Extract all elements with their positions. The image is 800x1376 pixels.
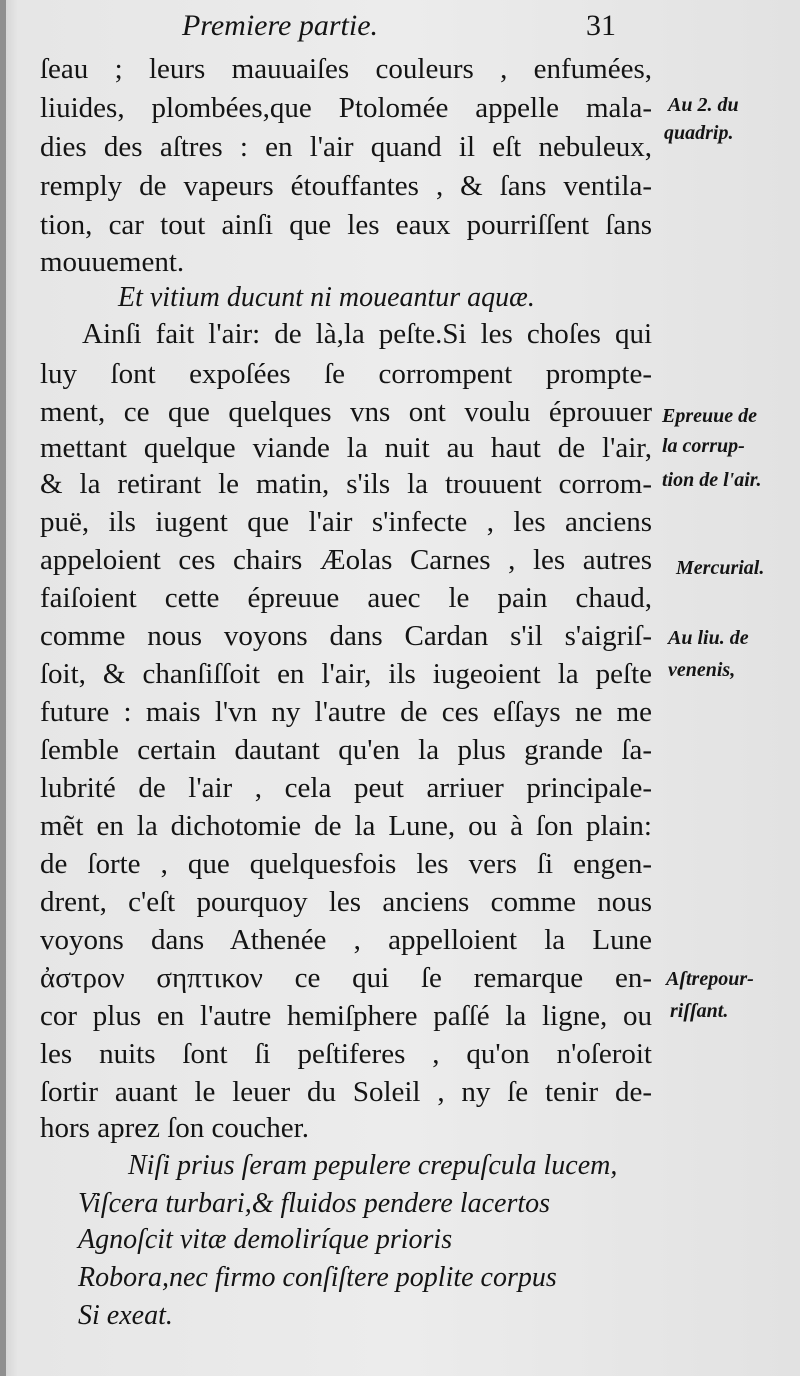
body-line: faiſoient cette épreuue auec le pain chaud, — [40, 582, 652, 614]
body-line: mẽt en la dichotomie de la Lune, ou à ſon plain: — [40, 810, 652, 842]
body-line: mouuement. — [40, 246, 185, 278]
body-line: drent, c'eſt pourquoy les anciens comme nous — [40, 886, 652, 918]
body-line: voyons dans Athenée , appelloient la Lune — [40, 924, 652, 956]
running-header-title: Premiere partie. — [181, 9, 379, 42]
body-line: ſortir auant le leuer du Soleil , ny ſe tenir de- — [40, 1076, 652, 1108]
body-line: comme nous voyons dans Cardan s'il s'aigriſ- — [40, 620, 652, 652]
margin-note: Au 2. du — [668, 94, 739, 116]
body-line: lubrité de l'air , cela peut arriuer principale- — [40, 772, 652, 804]
body-line: ſoit, & chanſiſſoit en l'air, ils iugeoient la peſte — [40, 658, 652, 690]
verse-line: Si exeat. — [78, 1300, 173, 1331]
verse-line: Viſcera turbari,& fluidos pendere lacertos — [78, 1188, 551, 1219]
verse-line: Niſi prius ſeram pepulere crepuſcula lucem, — [128, 1150, 618, 1181]
body-line: ment, ce que quelques vns ont voulu éprouuer — [40, 396, 652, 428]
page-left-edge-shadow — [0, 0, 6, 1376]
verse-line: Robora,nec firmo conſiſtere poplite corpus — [78, 1262, 557, 1293]
body-line: les nuits ſont ſi peſtiferes , qu'on n'oſeroit — [40, 1038, 652, 1070]
body-line: tion, car tout ainſi que les eaux pourriſſent ſans — [40, 209, 652, 241]
body-line: future : mais l'vn ny l'autre de ces eſſays ne me — [40, 696, 652, 728]
body-line: ſeau ; leurs mauuaiſes couleurs , enfumées, — [40, 53, 652, 85]
body-line: ſemble certain dautant qu'en la plus grande ſa- — [40, 734, 652, 766]
margin-note: tion de l'air. — [662, 469, 762, 491]
body-line: appeloient ces chairs Æolas Carnes , les autres — [40, 544, 652, 576]
margin-note: Aſtrepour- — [666, 968, 754, 990]
body-line: & la retirant le matin, s'ils la trouuent corrom- — [40, 468, 652, 500]
latin-quotation: Et vitium ducunt ni moueantur aquæ. — [118, 282, 535, 313]
margin-note: Au liu. de — [668, 627, 749, 649]
body-line: luy ſont expoſées ſe corrompent prompte- — [40, 358, 652, 390]
greek-text-line: ἀστρον σηπτικον ce qui ſe remarque en- — [40, 962, 652, 994]
body-line: remply de vapeurs étouffantes , & ſans ventila- — [40, 170, 652, 202]
page-number: 31 — [586, 9, 616, 42]
body-line: puë, ils iugent que l'air s'infecte , les anciens — [40, 506, 652, 538]
body-line: liuides, plombées,que Ptolomée appelle mala- — [40, 92, 652, 124]
margin-note: venenis, — [668, 659, 736, 681]
verse-line: Agnoſcit vitæ demoliríque prioris — [78, 1224, 453, 1255]
body-line: cor plus en l'autre hemiſphere paſſé la ligne, ou — [40, 1000, 652, 1032]
margin-note: riſſant. — [670, 1000, 729, 1022]
margin-note: quadrip. — [664, 122, 734, 144]
margin-note: Epreuue de — [662, 405, 757, 427]
body-line: hors aprez ſon coucher. — [40, 1112, 309, 1144]
paragraph-start-line: Ainſi fait l'air: de là,la peſte.Si les choſes qui — [82, 318, 652, 350]
margin-note: la corrup- — [662, 435, 745, 457]
body-line: dies des aſtres : en l'air quand il eſt nebuleux, — [40, 131, 652, 163]
body-line: mettant quelque viande la nuit au haut de l'air, — [40, 432, 652, 464]
margin-note: Mercurial. — [676, 557, 765, 579]
body-line: de ſorte , que quelquesfois les vers ſi engen- — [40, 848, 652, 880]
